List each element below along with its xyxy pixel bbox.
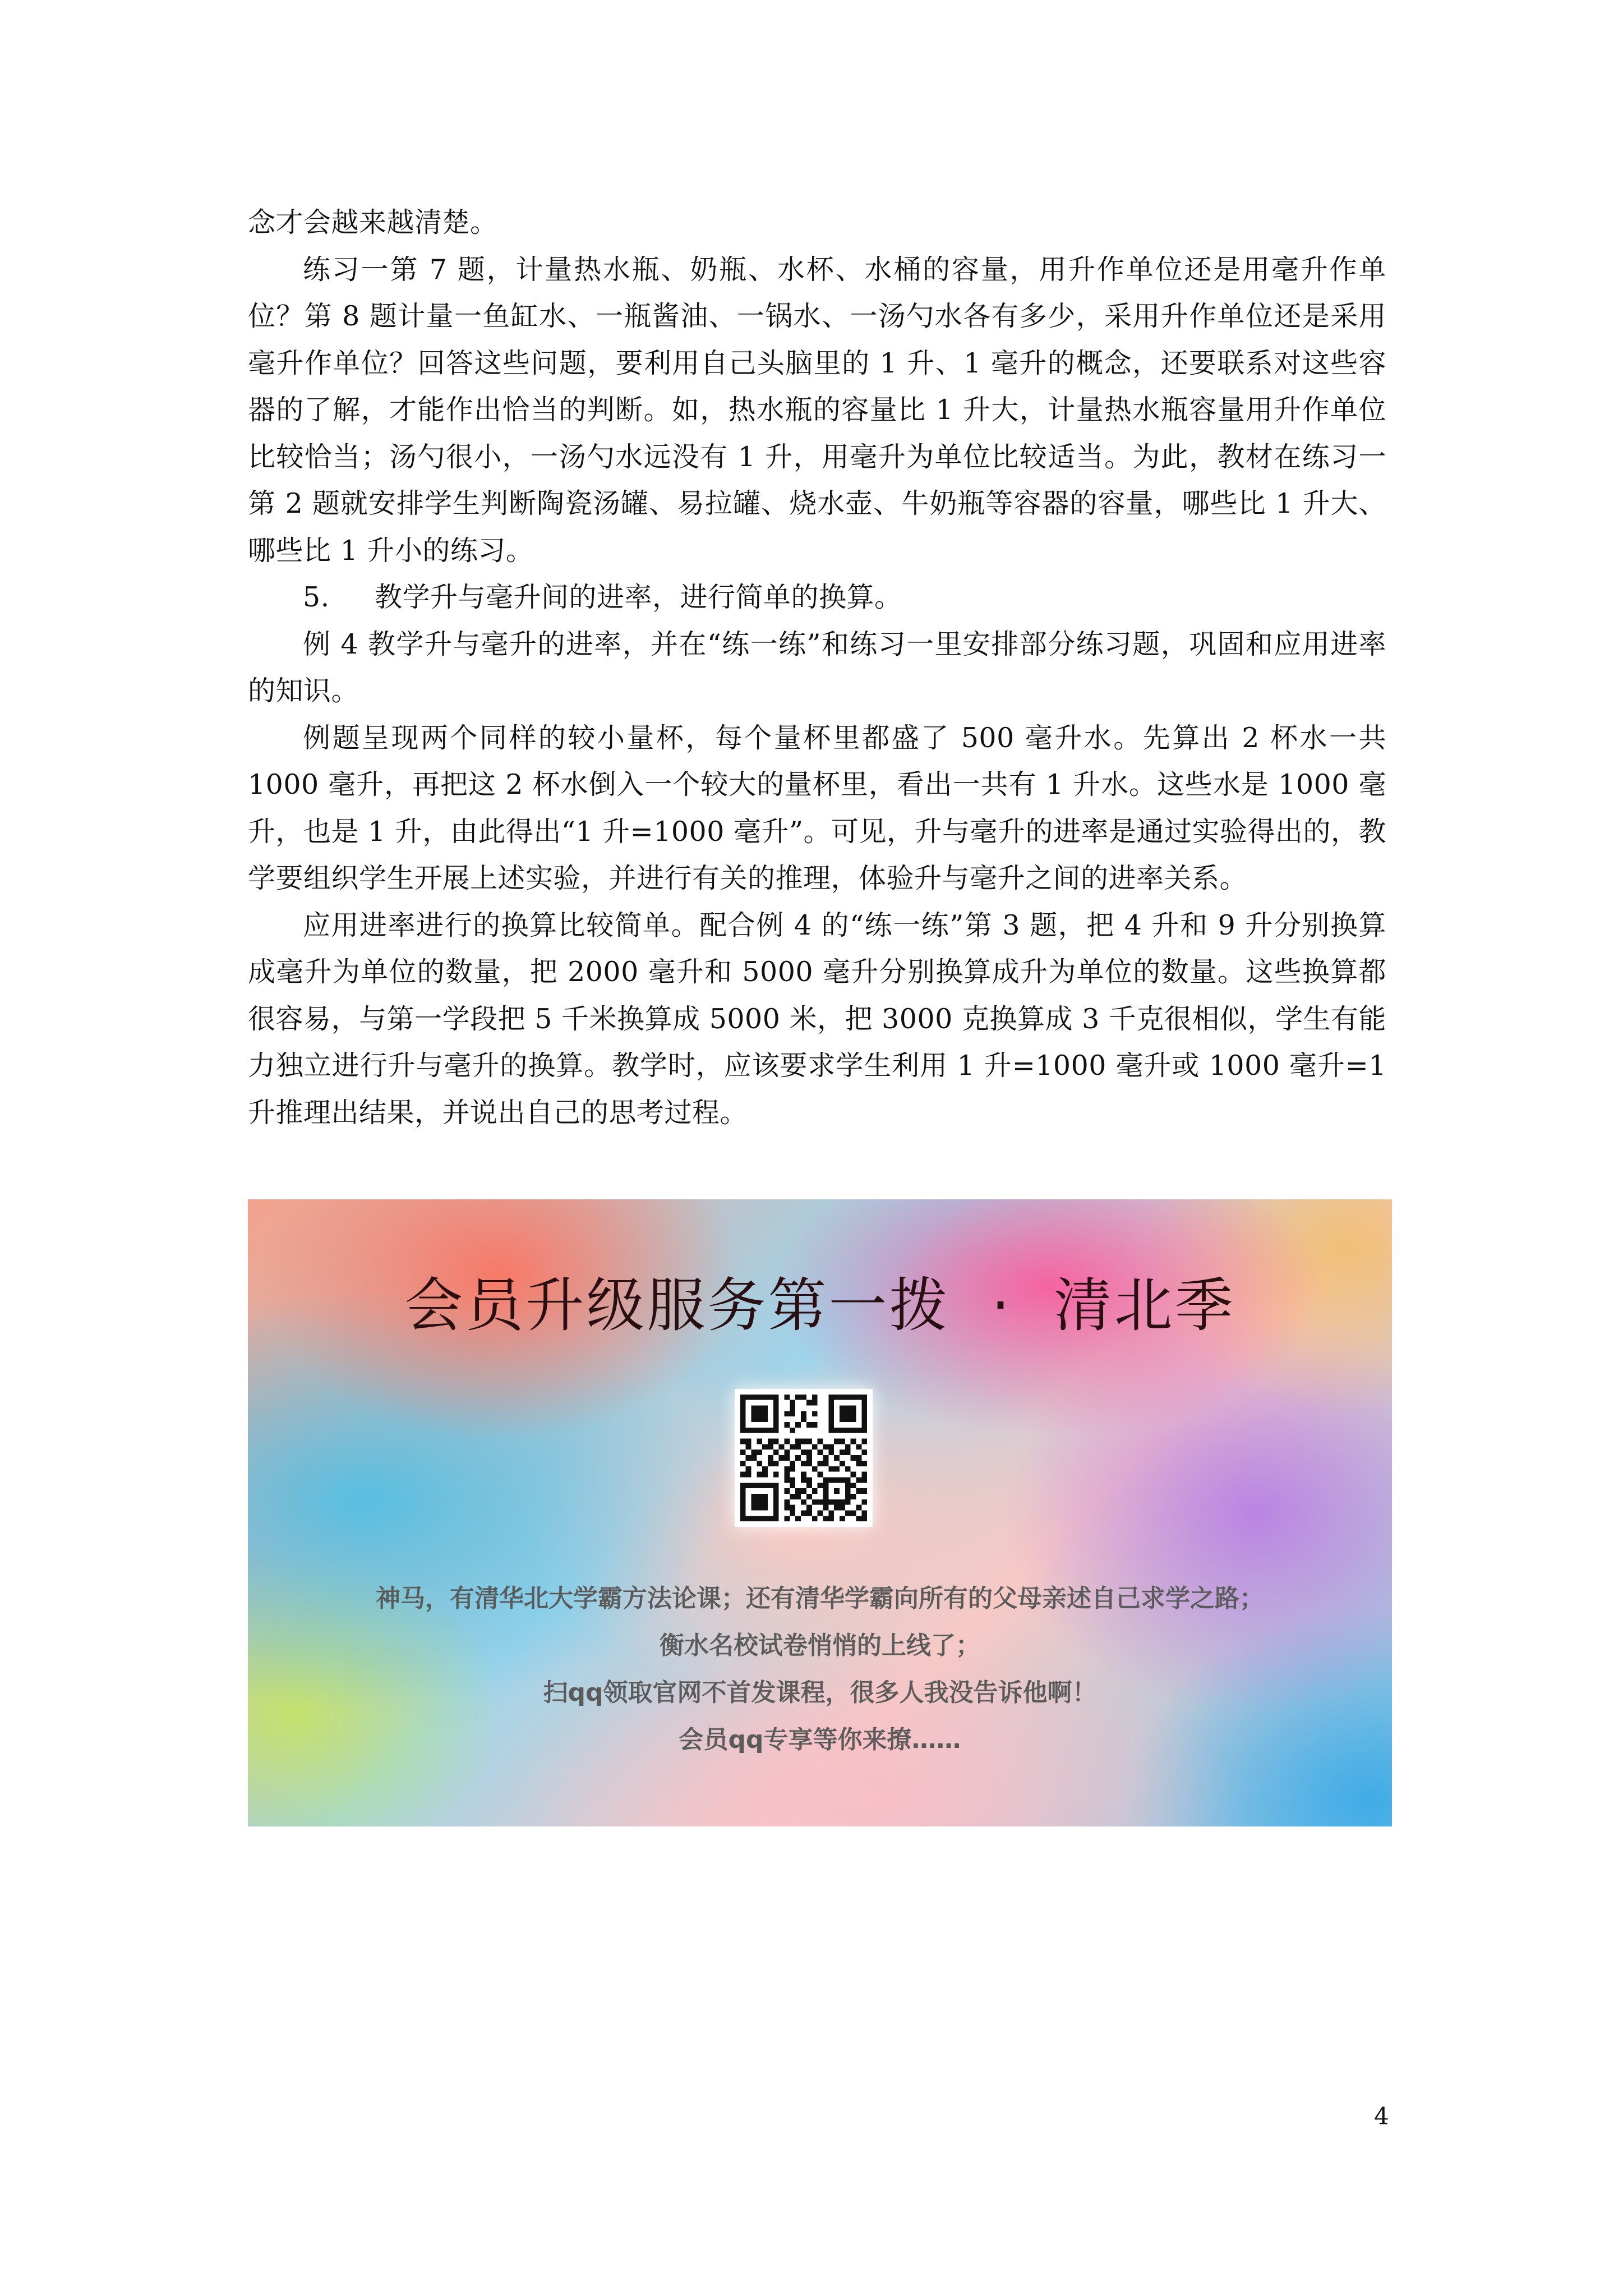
banner-line-4: 会员qq专享等你来撩…… xyxy=(679,1726,961,1754)
paragraph-example-4: 例 4 教学升与毫升的进率，并在“练一练”和练习一里安排部分练习题，巩固和应用进率的知识。 xyxy=(248,628,1386,707)
banner-line-1: 神马，有清华北大学霸方法论课；还有清华学霸向所有的父母亲述自己求学之路； xyxy=(376,1584,1264,1613)
body-text xyxy=(248,199,1386,1136)
banner-description xyxy=(248,1575,1392,1764)
page-number: 4 xyxy=(1374,2102,1389,2130)
list-item-5 xyxy=(248,574,1386,621)
paragraph-continuation: 念才会越来越清楚。 xyxy=(248,206,498,238)
qr-code-icon[interactable] xyxy=(735,1389,873,1527)
banner-line-3: 扫qq领取官网不首发课程，很多人我没告诉他啊！ xyxy=(543,1678,1097,1707)
list-item-text: 教学升与毫升间的进率，进行简单的换算。 xyxy=(375,581,902,613)
paragraph-experiment: 例题呈现两个同样的较小量杯，每个量杯里都盛了 500 毫升水。先算出 2 杯水一共 1000 毫升，再把这 2 杯水倒入一个较大的量杯里，看出一共有 1 升水。这些水是 1000 毫升，也是 1 升，由此得出“1 升=1000 毫升”。可见，升与毫升的进率是通过实验得出的，教学要组织学生开展上述实验，并进行有关的推理，体验升与毫升之间的进率关系。 xyxy=(248,721,1387,894)
paragraph-exercise-7-8: 练习一第 7 题，计量热水瓶、奶瓶、水杯、水桶的容量，用升作单位还是用毫升作单位？第 8 题计量一鱼缸水、一瓶酱油、一锅水、一汤勺水各有多少，采用升作单位还是采用毫升作单位？回答这些问题，要利用自己头脑里的 1 升、1 毫升的概念，还要联系对这些容器的了解，才能作出恰当的判断。如，热水瓶的容量比 1 升大，计量热水瓶容量用升作单位比较恰当；汤勺很小，一汤勺水远没有 1 升，用毫升为单位比较适当。为此，教材在练习一第 2 题就安排学生判断陶瓷汤罐、易拉罐、烧水壶、牛奶瓶等容器的容量，哪些比 1 升大、哪些比 1 升小的练习。 xyxy=(248,253,1386,567)
paragraph-conversion: 应用进率进行的换算比较简单。配合例 4 的“练一练”第 3 题，把 4 升和 9 升分别换算成毫升为单位的数量，把 2000 毫升和 5000 毫升分别换算成升为单位的数量。这些换算都很容易，与第一学段把 5 千米换算成 5000 米，把 3000 克换算成 3 千克很相似，学生有能力独立进行升与毫升的换算。教学时，应该要求学生利用 1 升=1000 毫升或 1000 毫升=1 升推理出结果，并说出自己的思考过程。 xyxy=(248,909,1386,1129)
banner-line-2: 衡水名校试卷悄悄的上线了； xyxy=(660,1631,980,1660)
list-number: 5. xyxy=(303,581,330,613)
promo-banner[interactable] xyxy=(248,1199,1392,1826)
banner-title: 会员升级服务第一拨 · 清北季 xyxy=(404,1271,1235,1340)
